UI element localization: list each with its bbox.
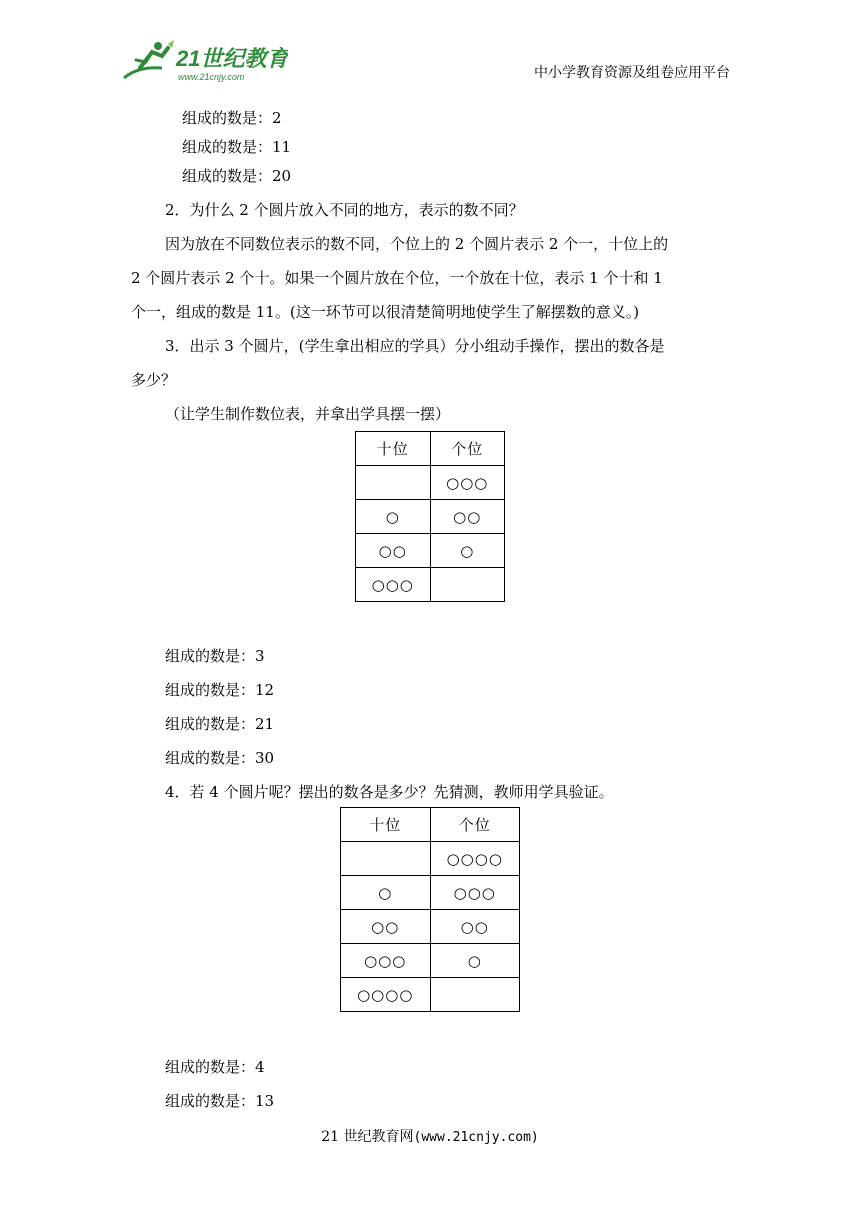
result-line: 组成的数是：3: [165, 647, 265, 665]
header-tens: 十位: [356, 432, 431, 466]
instruction-note: （让学生制作数位表，并拿出学具摆一摆）: [165, 405, 451, 423]
tens-cell: ○○○○: [341, 978, 431, 1012]
result-line: 组成的数是：20: [182, 167, 292, 185]
question-3-title-cont: 多少？: [131, 371, 177, 389]
ones-cell: ○○: [430, 910, 520, 944]
result-line: 组成的数是：21: [165, 715, 275, 733]
result-line: 组成的数是：13: [165, 1092, 275, 1110]
place-value-table-3: [355, 431, 505, 602]
place-value-table-4: [340, 807, 520, 1012]
ones-cell: ○○○: [430, 466, 505, 500]
tens-cell: ○○○: [341, 944, 431, 978]
tens-cell: [356, 466, 431, 500]
ones-cell: [430, 568, 505, 602]
tens-cell: [341, 842, 431, 876]
site-logo: [118, 38, 288, 84]
ones-cell: [430, 978, 520, 1012]
footer-site-name: 21 世纪教育网: [321, 1129, 414, 1145]
paragraph-line: 2 个圆片表示 2 个十。如果一个圆片放在个位，一个放在十位，表示 1 个十和 1: [131, 269, 663, 287]
tens-cell: ○○○: [356, 568, 431, 602]
result-line: 组成的数是：11: [182, 138, 292, 156]
result-line: 组成的数是：30: [165, 749, 275, 767]
paragraph-line: 因为放在不同数位表示的数不同，个位上的 2 个圆片表示 2 个一，十位上的: [165, 235, 669, 253]
result-line: 组成的数是：12: [165, 681, 275, 699]
tens-cell: ○: [341, 876, 431, 910]
header-ones: 个位: [430, 432, 505, 466]
question-2-title: 2．为什么 2 个圆片放入不同的地方，表示的数不同？: [165, 201, 524, 219]
logo-url: www.21cnjy.com: [178, 72, 245, 82]
header-tens: 十位: [341, 808, 431, 842]
ones-cell: ○○○: [430, 876, 520, 910]
page-footer: [0, 1126, 860, 1146]
paragraph-line: 个一，组成的数是 11。(这一环节可以很清楚简明地使学生了解摆数的意义。): [131, 303, 640, 321]
tens-cell: ○○: [356, 534, 431, 568]
result-line: 组成的数是：2: [182, 109, 282, 127]
ones-cell: ○: [430, 944, 520, 978]
result-line: 组成的数是：4: [165, 1058, 265, 1076]
header-ones: 个位: [430, 808, 520, 842]
question-4-title: 4．若 4 个圆片呢？摆出的数各是多少？先猜测，教师用学具验证。: [165, 783, 614, 801]
footer-link[interactable]: (www.21cnjy.com): [413, 1130, 539, 1145]
platform-name: 中小学教育资源及组卷应用平台: [534, 65, 730, 81]
tens-cell: ○: [356, 500, 431, 534]
logo-text: 21世纪教育: [176, 46, 288, 71]
question-3-title: 3．出示 3 个圆片，(学生拿出相应的学具）分小组动手操作，摆出的数各是: [165, 337, 665, 355]
ones-cell: ○○○○: [430, 842, 520, 876]
ones-cell: ○○: [430, 500, 505, 534]
ones-cell: ○: [430, 534, 505, 568]
tens-cell: ○○: [341, 910, 431, 944]
